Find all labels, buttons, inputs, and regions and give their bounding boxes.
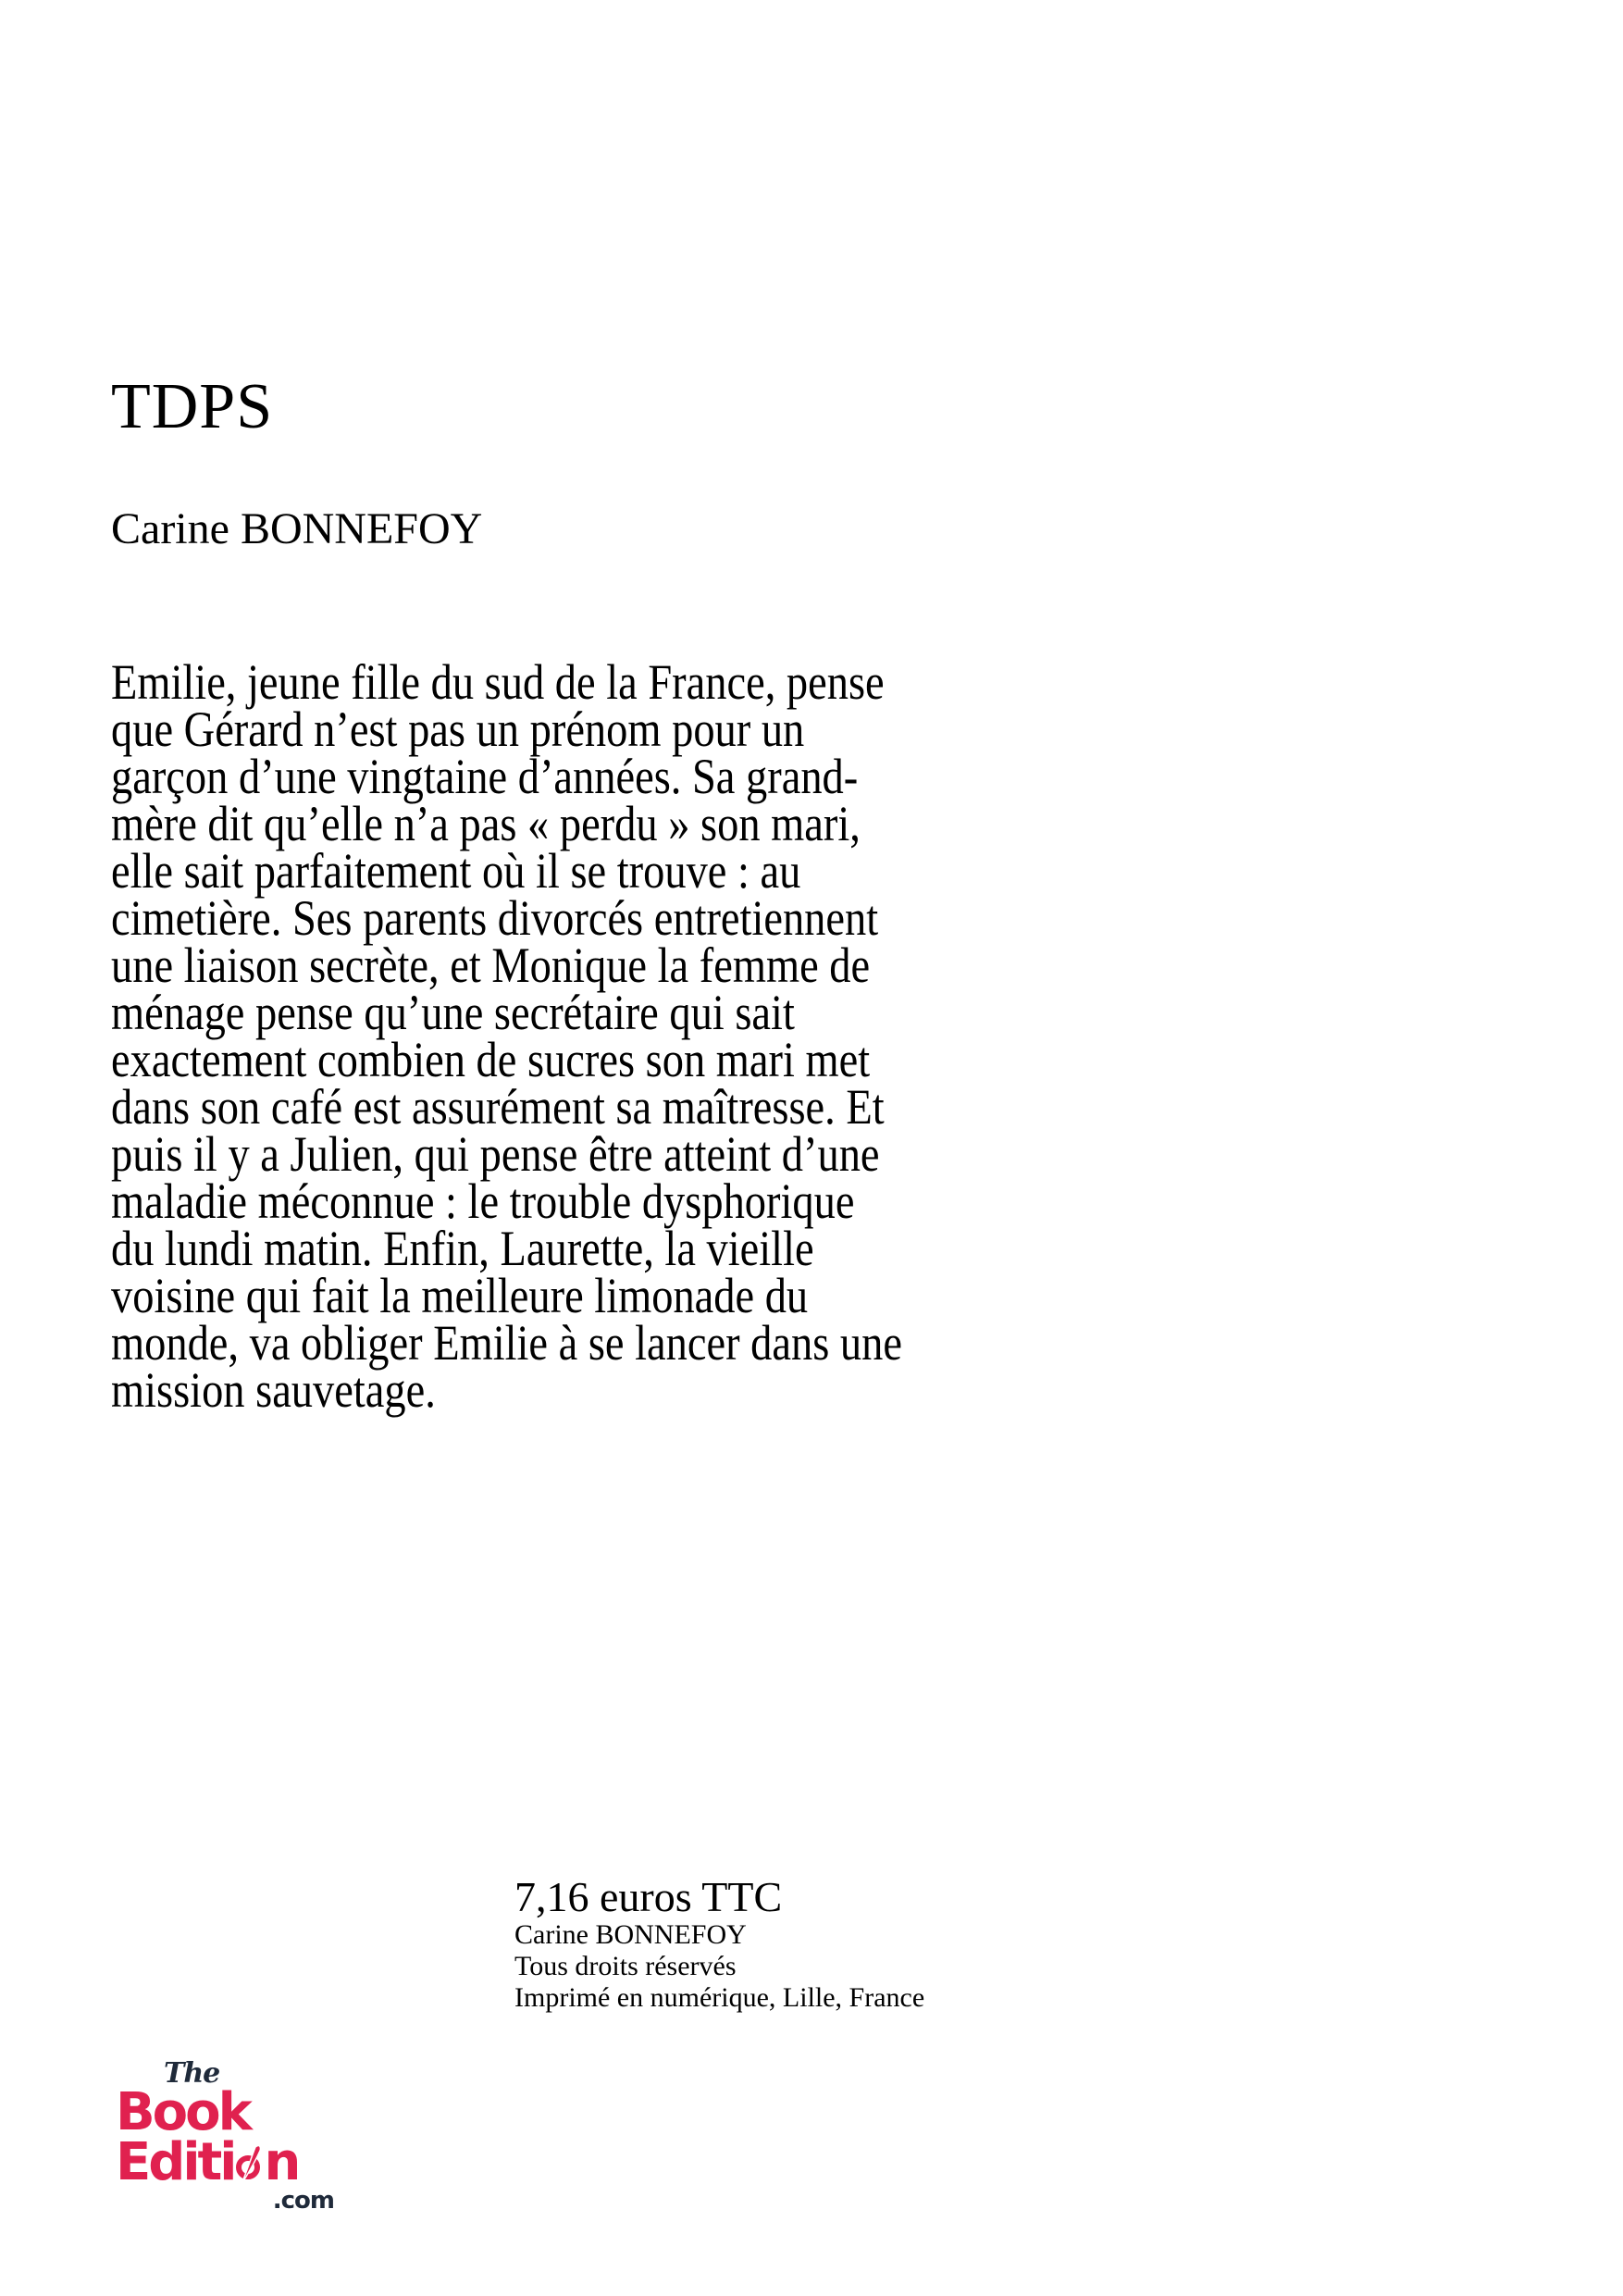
- book-title: TDPS: [111, 371, 274, 442]
- logo-the-text: The: [164, 2057, 220, 2090]
- summary-line: que Gérard n’est pas un prénom pour un: [111, 701, 805, 757]
- printing-notice: Imprimé en numérique, Lille, France: [514, 1982, 925, 2013]
- summary-line: Emilie, jeune fille du sud de la France, pense: [111, 654, 885, 710]
- summary-line: monde, va obliger Emilie à se lancer dans une: [111, 1315, 902, 1371]
- logo-edition-text: [116, 2132, 299, 2192]
- summary-line: mère dit qu’elle n’a pas « perdu » son mari,: [111, 796, 861, 851]
- quill-icon: [235, 2141, 263, 2184]
- back-cover-summary: [111, 654, 1268, 1418]
- summary-line: ménage pense qu’une secrétaire qui sait: [111, 985, 795, 1040]
- summary-line: cimetière. Ses parents divorcés entretiennent: [111, 890, 879, 946]
- summary-line: voisine qui fait la meilleure limonade du: [111, 1268, 809, 1323]
- summary-line: puis il y a Julien, qui pense être atteint d’une: [111, 1126, 880, 1182]
- summary-line: dans son café est assurément sa maîtresse. Et: [111, 1079, 885, 1135]
- logo-domain-text: .com: [272, 2187, 334, 2215]
- logo-edition-start: Editi: [116, 2132, 235, 2192]
- thebookedition-logo: [116, 2057, 356, 2215]
- logo-edition-end: n: [264, 2132, 299, 2192]
- summary-line: exactement combien de sucres son mari met: [111, 1032, 871, 1087]
- colophon: [514, 1875, 924, 2014]
- summary-line: maladie méconnue : le trouble dysphorique: [111, 1173, 855, 1229]
- logo-book-text: Book: [116, 2082, 250, 2142]
- colophon-author: Carine BONNEFOY: [514, 1919, 747, 1950]
- book-author: Carine BONNEFOY: [111, 504, 483, 553]
- price: 7,16 euros TTC: [514, 1873, 783, 1920]
- summary-line: une liaison secrète, et Monique la femme de: [111, 937, 871, 993]
- summary-line: elle sait parfaitement où il se trouve : au: [111, 843, 801, 899]
- summary-line: garçon d’une vingtaine d’années. Sa grand-: [111, 749, 859, 804]
- summary-line: du lundi matin. Enfin, Laurette, la vieille: [111, 1221, 814, 1276]
- rights-notice: Tous droits réservés: [514, 1951, 737, 1981]
- summary-line: mission sauvetage.: [111, 1362, 436, 1418]
